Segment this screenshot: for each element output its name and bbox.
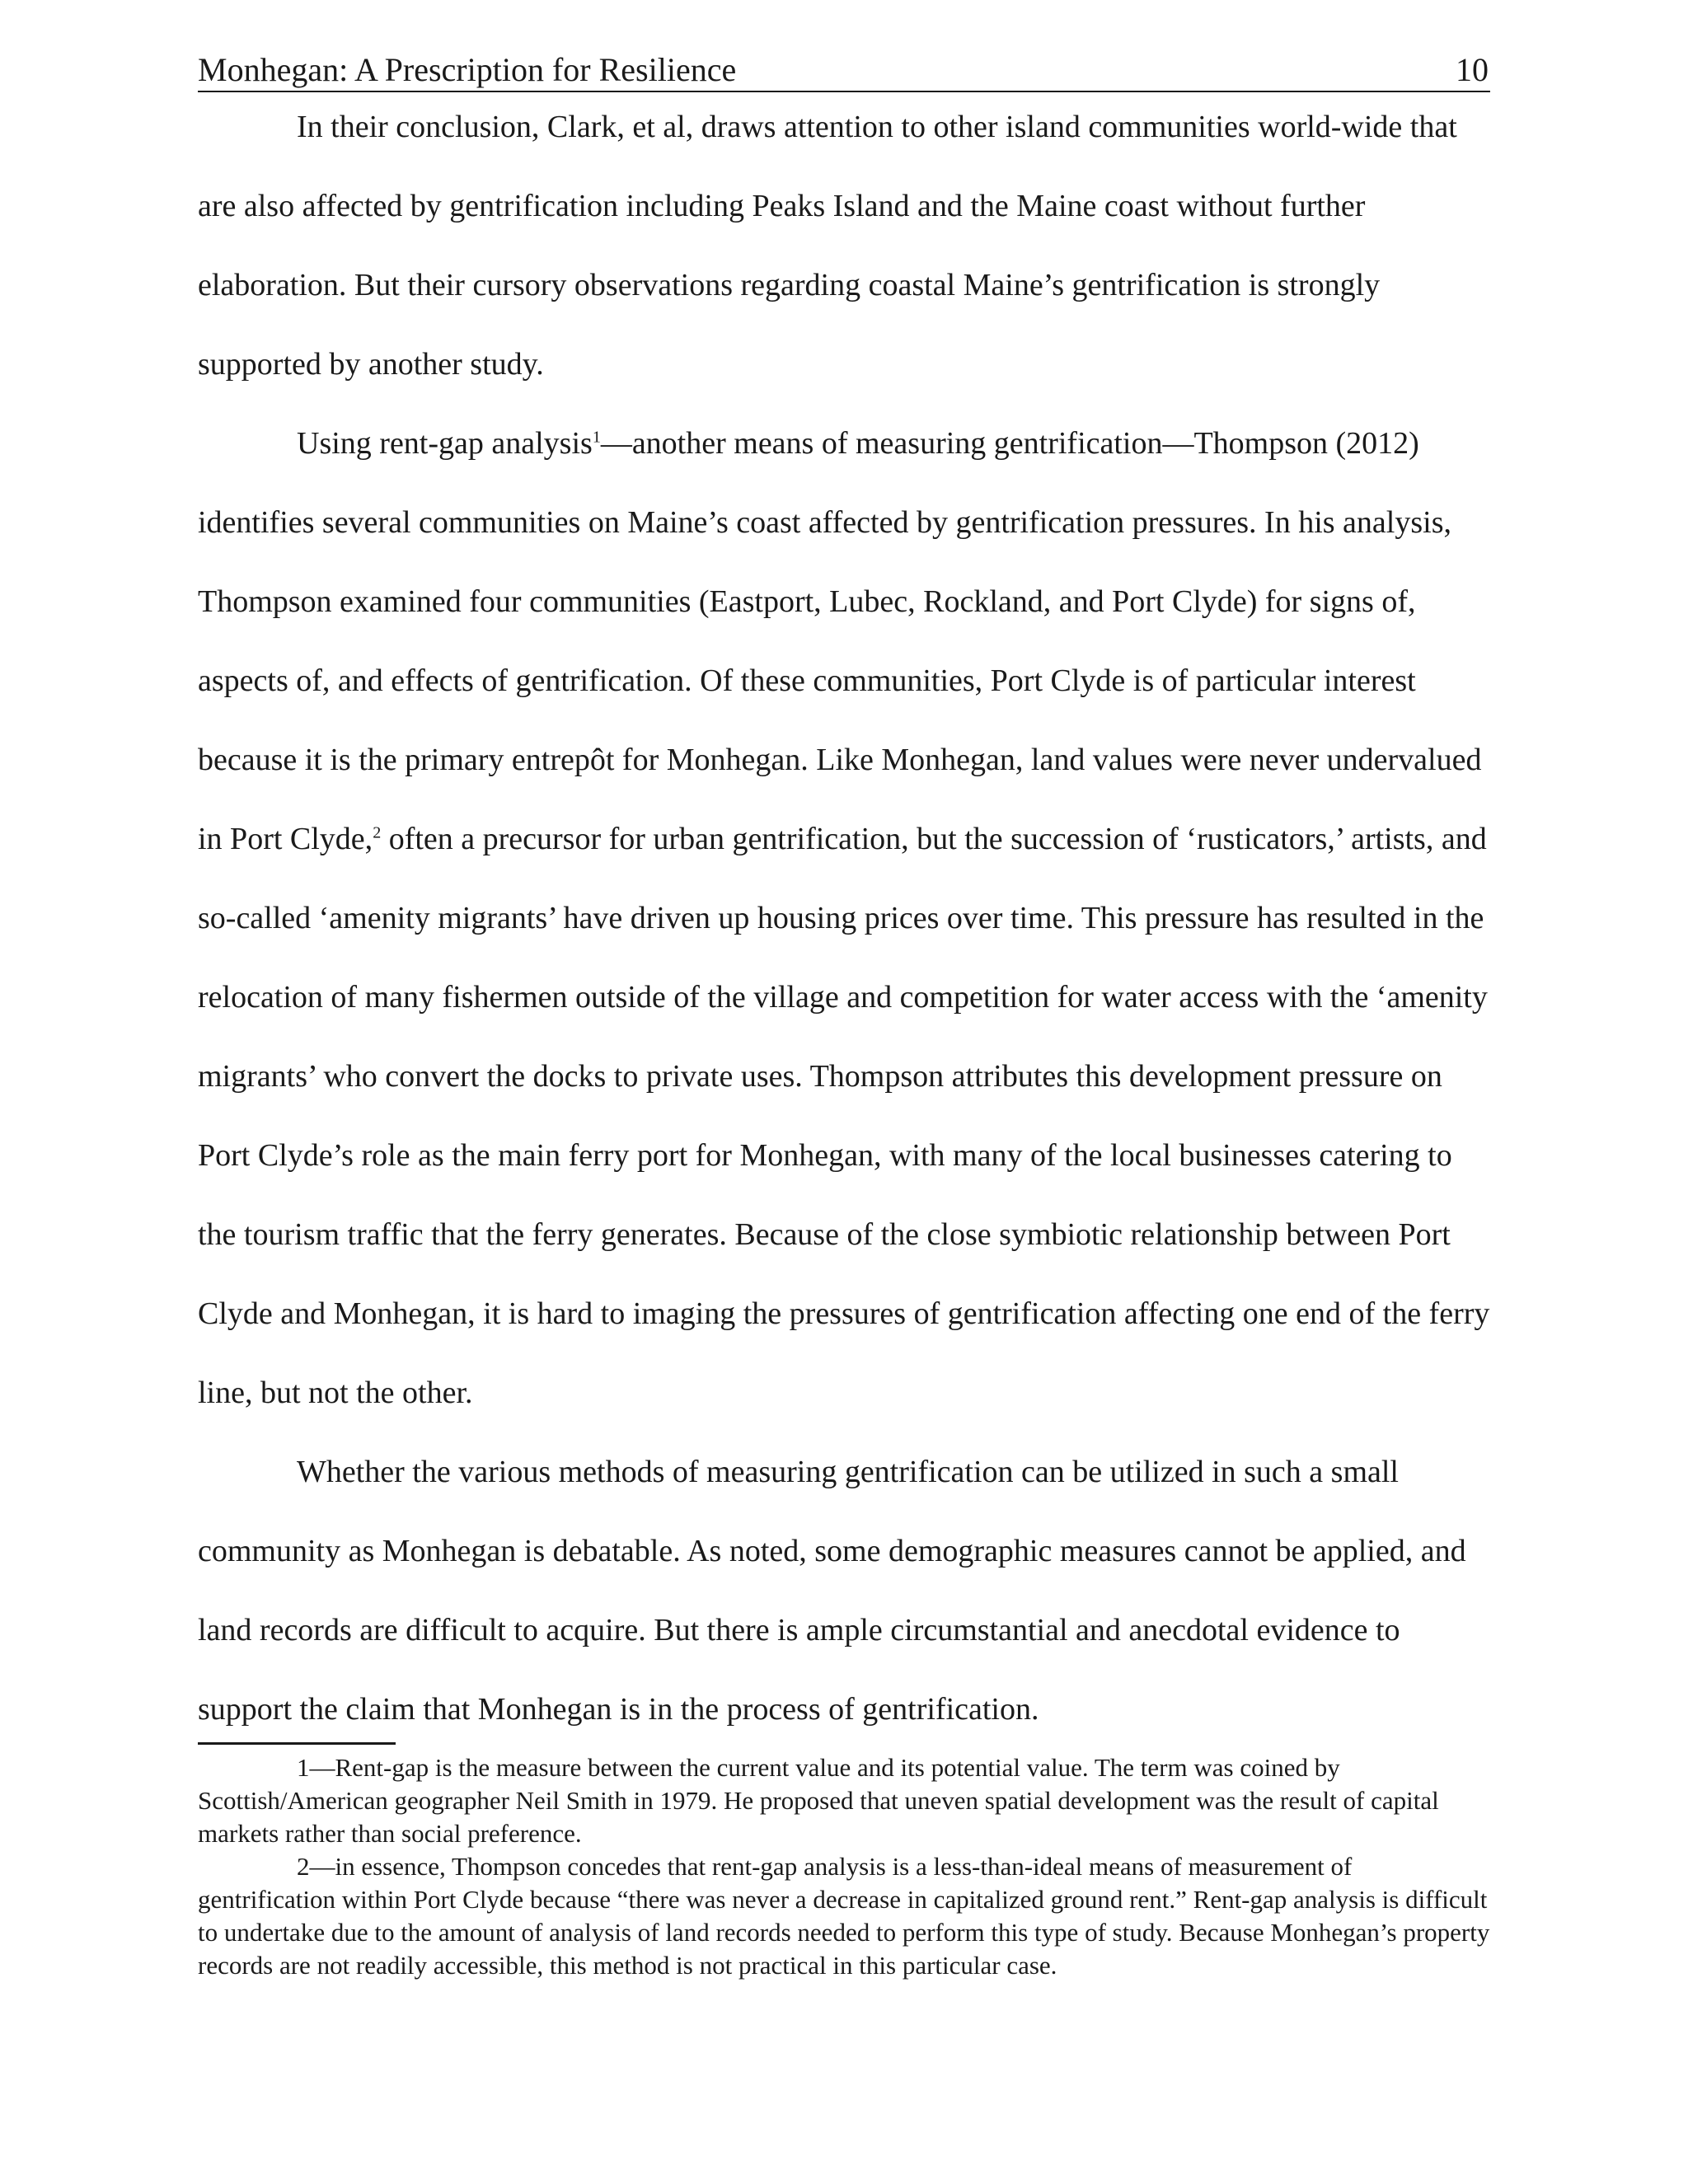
body-text xyxy=(198,87,1490,1749)
footnotes xyxy=(198,1751,1490,1982)
paragraph-2 xyxy=(198,404,1490,1432)
paragraph-2-part-2: —another means of measuring gentrification—Thompson (2012) identifies several communities on Maine’s coast affected by gentrification pressures. In his analysis, Thompson examined four communities (Eastport, Lubec, Rockland, and Port Clyde) for signs of, aspects of, and effects of gentrification. Of these communities, Port Clyde is of particular interest because it is the primary entrepôt for Monhegan. Like Monhegan, land values were never undervalued in Port Clyde, xyxy=(198,426,1482,856)
page-number: 10 xyxy=(1456,51,1489,88)
paragraph-1: In their conclusion, Clark, et al, draws attention to other island communities world-wide that are also affected by gentrification including Peaks Island and the Maine coast without further elaboration. But their cursory observations regarding coastal Maine’s gentrification is strongly supported by another study. xyxy=(198,110,1457,382)
footnote-ref-2[interactable]: 2 xyxy=(373,823,382,842)
footnote-ref-1[interactable]: 1 xyxy=(592,428,601,447)
footnote-1: 1—Rent-gap is the measure between the current value and its potential value. The term was coined by Scottish/American geographer Neil Smith in 1979. He proposed that uneven spatial development was the result of capital markets rather than social preference. xyxy=(198,1753,1439,1848)
running-header xyxy=(198,48,1490,92)
footnote-separator xyxy=(198,1742,396,1745)
paragraph-2-part-3: often a precursor for urban gentrification, but the succession of ‘rusticators,’ artists, and so-called ‘amenity migrants’ have driven up housing prices over time. This pressure has resulted in the relocation of many fishermen outside of the village and competition for water access with the ‘amenity migrants’ who convert the docks to private uses. Thompson attributes this development pressure on Port Clyde’s role as the main ferry port for Monhegan, with many of the local businesses catering to the tourism traffic that the ferry generates. Because of the close symbiotic relationship between Port Clyde and Monhegan, it is hard to imaging the pressures of gentrification affecting one end of the ferry line, but not the other. xyxy=(198,822,1490,1410)
running-header-title: Monhegan: A Prescription for Resilience xyxy=(198,51,737,88)
paragraph-3: Whether the various methods of measuring gentrification can be utilized in such a small community as Monhegan is debatable. As noted, some demographic measures cannot be applied, and land records are difficult to acquire. But there is ample circumstantial and anecdotal evidence to support the claim that Monhegan is in the process of gentrification. xyxy=(198,1455,1466,1727)
paragraph-2-part-1: Using rent-gap analysis xyxy=(297,426,593,461)
footnote-2: 2—in essence, Thompson concedes that rent-gap analysis is a less-than-ideal means of measurement of gentrification within Port Clyde because “there was never a decrease in capitalized ground rent.” Rent-gap analysis is difficult to undertake due to the amount of analysis of land records needed to perform this type of study. Because Monhegan’s property records are not readily accessible, this method is not practical in this particular case. xyxy=(198,1852,1490,1980)
